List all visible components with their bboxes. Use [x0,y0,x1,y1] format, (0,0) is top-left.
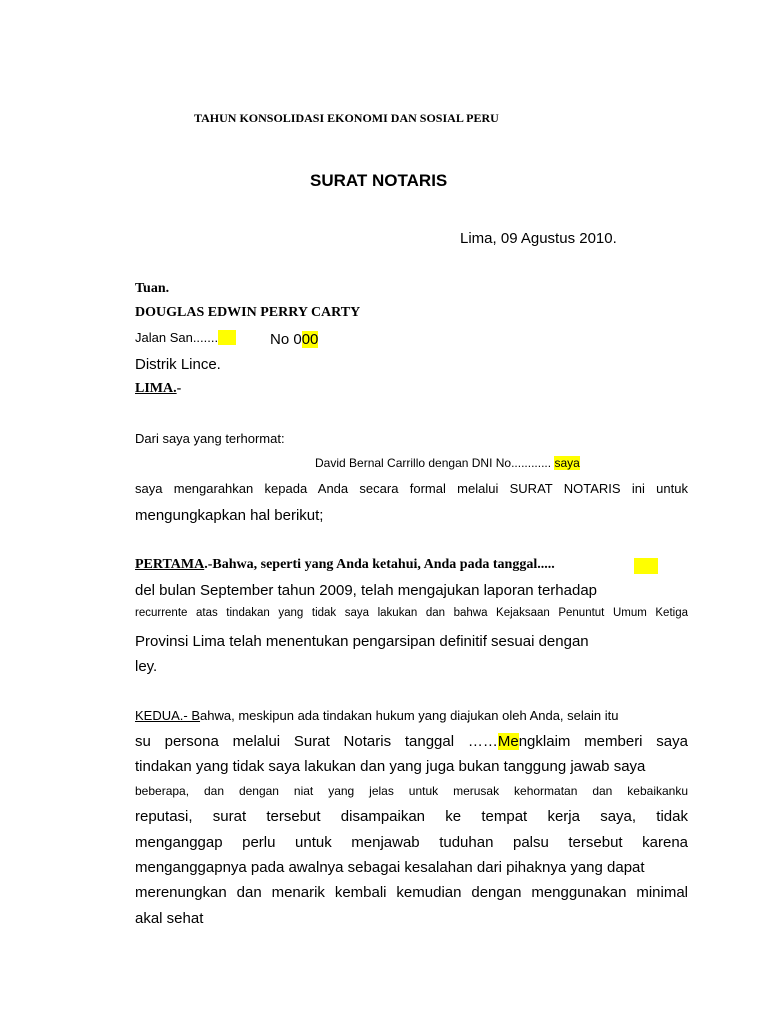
number-highlight: 00 [301,331,319,348]
recipient-number [270,331,318,348]
city-label: LIMA. [135,381,177,396]
second-label: KEDUA.- B [135,708,201,723]
recipient-street [135,330,236,345]
intro-line-4: mengungkapkan hal berikut; [135,507,324,524]
second-point-line-4: beberapa, dan dengan niat yang jelas untuk merusak kehormatan dan kebaikanku [135,784,688,798]
first-label: PERTAMA [135,557,205,572]
date-line: Lima, 09 Agustus 2010. [460,230,617,247]
second-line-2-highlight: Me [497,733,519,750]
document-header: TAHUN KONSOLIDASI EKONOMI DAN SOSIAL PERU [194,111,499,125]
city-suffix: - [176,381,182,396]
intro-line-2 [315,456,580,470]
second-point-line-7: menganggapnya pada awalnya sebagai kesalahan dari pihaknya yang dapat [135,859,645,876]
sender-highlight: saya [554,456,580,470]
second-line-1-text: ahwa, meskipun ada tindakan hukum yang diajukan oleh Anda, selain itu [200,708,619,723]
second-point-line-5: reputasi, surat tersebut disampaikan ke tempat kerja saya, tidak [135,808,688,825]
date-highlight-blank [634,558,658,574]
recipient-salutation: Tuan. [135,281,170,296]
first-line-1-text: .-Bahwa, seperti yang Anda ketahui, Anda pada tanggal..... [204,557,555,572]
second-point-line-8: merenungkan dan menarik kembali kemudian dengan menggunakan minimal [135,884,688,901]
first-point-line-2: del bulan September tahun 2009, telah mengajukan laporan terhadap [135,582,598,599]
document-title: SURAT NOTARIS [310,171,448,190]
recipient-district: Distrik Lince. [135,356,221,373]
recipient-city [135,381,181,397]
intro-line-3: saya mengarahkan kepada Anda secara formal melalui SURAT NOTARIS ini untuk [135,481,688,496]
second-line-2-pre: su persona melalui Surat Notaris tanggal …… [135,733,498,750]
second-point-line-1 [135,708,618,723]
number-prefix: No 0 [270,331,302,348]
street-highlight-blank [218,330,236,345]
first-point-line-5: ley. [135,658,158,675]
recipient-name: DOUGLAS EDWIN PERRY CARTY [135,305,361,320]
second-point-line-2 [135,733,688,750]
intro-line-1: Dari saya yang terhormat: [135,431,285,446]
street-text: Jalan San....... [135,330,219,345]
first-point-line-3: recurrente atas tindakan yang tidak saya lakukan dan bahwa Kejaksaan Penuntut Umum Ketiga [135,607,688,619]
second-point-line-6: menganggap perlu untuk menjawab tuduhan palsu tersebut karena [135,834,688,851]
first-point-line-1 [135,557,555,573]
second-point-line-9: akal sehat [135,910,204,927]
first-point-line-4: Provinsi Lima telah menentukan pengarsipan definitif sesuai dengan [135,633,589,650]
sender-text: David Bernal Carrillo dengan DNI No............ [315,456,555,470]
second-point-line-3: tindakan yang tidak saya lakukan dan yang juga bukan tanggung jawab saya [135,758,646,775]
second-line-2-post: ngklaim memberi saya [518,733,688,750]
